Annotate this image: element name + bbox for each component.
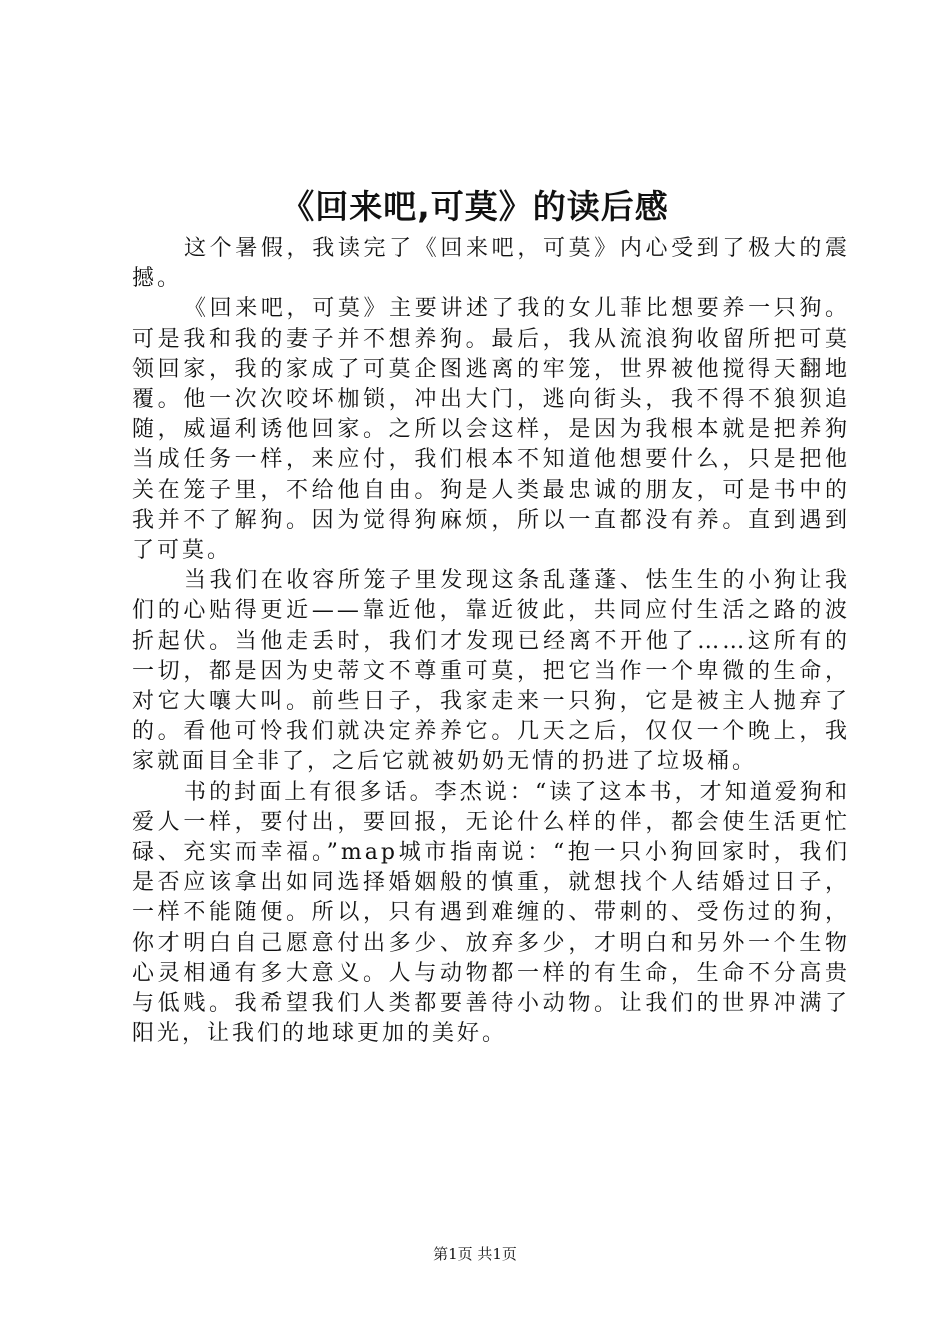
page-footer: 第1页 共1页	[433, 1245, 517, 1263]
paragraph-4: 书的封面上有很多话。李杰说：“读了这本书，才知道爱狗和爱人一样，要付出，要回报，无论什么样的伴，都会使生活更忙碌、充实而幸福。”map城市指南说：“抱一只小狗回家时，我们是否应该拿出如同选择婚姻般的慎重，就想找个人结婚过日子，一样不能随便。所以，只有遇到难缠的、带刺的、受伤过的狗，你才明白自己愿意付出多少、放弃多少，才明白和另外一个生物心灵相通有多大意义。人与动物都一样的有生命，生命不分高贵与低贱。我希望我们人类都要善待小动物。让我们的世界冲满了阳光，让我们的地球更加的美好。	[132, 779, 850, 1047]
document-body	[132, 234, 850, 1049]
paragraph-3: 当我们在收容所笼子里发现这条乱蓬蓬、怯生生的小狗让我们的心贴得更近——靠近他，靠近彼此，共同应付生活之路的波折起伏。当他走丢时，我们才发现已经离不开他了……这所有的一切，都是因为史蒂文不尊重可莫，把它当作一个卑微的生命，对它大嚷大叫。前些日子，我家走来一只狗，它是被主人抛弃了的。看他可怜我们就决定养养它。几天之后，仅仅一个晚上，我家就面目全非了，之后它就被奶奶无情的扔进了垃圾桶。	[132, 568, 850, 775]
paragraph-2: 《回来吧，可莫》主要讲述了我的女儿菲比想要养一只狗。可是我和我的妻子并不想养狗。最后，我从流浪狗收留所把可莫领回家，我的家成了可莫企图逃离的牢笼，世界被他搅得天翻地覆。他一次次咬坏枷锁，冲出大门，逃向街头，我不得不狼狈追随，威逼利诱他回家。之所以会这样，是因为我根本就是把养狗当成任务一样，来应付，我们根本不知道他想要什么，只是把他关在笼子里，不给他自由。狗是人类最忠诚的朋友，可是书中的我并不了解狗。因为觉得狗麻烦，所以一直都没有养。直到遇到了可莫。	[132, 296, 850, 564]
paragraph-1: 这个暑假，我读完了《回来吧，可莫》内心受到了极大的震撼。	[132, 236, 850, 292]
document-title: 《回来吧,可莫》的读后感	[281, 187, 669, 226]
